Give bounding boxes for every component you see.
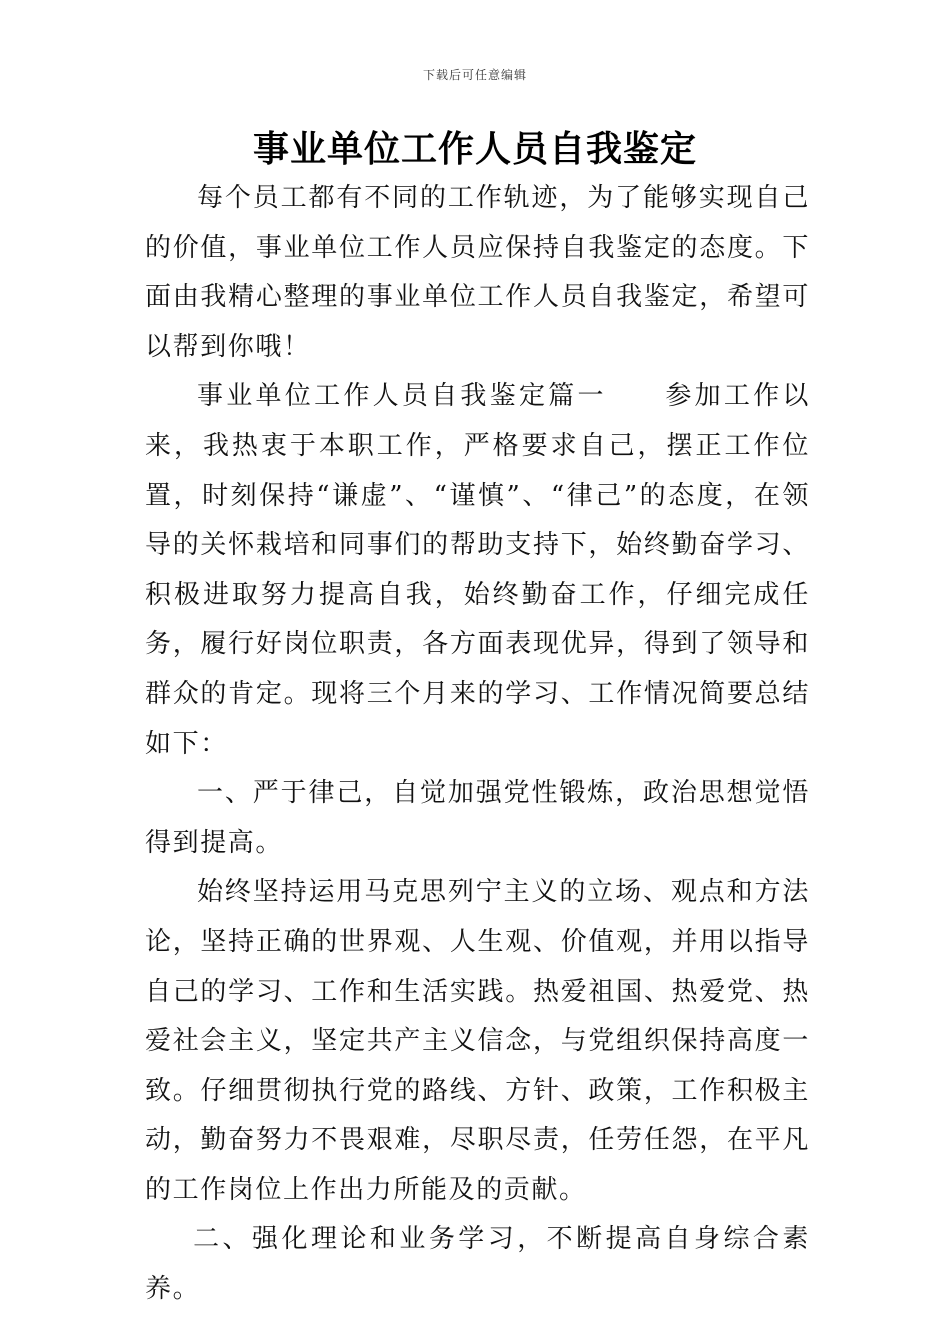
document-body <box>145 174 810 1315</box>
paragraph-section-one-intro: 事业单位工作人员自我鉴定篇一 参加工作以来，我热衷于本职工作，严格要求自己，摆正工作位置，时刻保持“谦虚”、“谨慎”、“律己”的态度，在领导的关怀栽培和同事们的帮助支持下，始终勤奋学习、积极进取努力提高自我，始终勤奋工作，仔细完成任务，履行好岗位职责，各方面表现优异，得到了领导和群众的肯定。现将三个月来的学习、工作情况简要总结如下： <box>145 381 810 759</box>
paragraph-heading-one: 一、严于律己，自觉加强党性锻炼，政治思想觉悟得到提高。 <box>145 778 810 858</box>
paragraph-heading-two: 二、强化理论和业务学习，不断提高自身综合素养。 <box>145 1224 810 1305</box>
header-note: 下载后可任意编辑 <box>422 68 527 82</box>
paragraph-political-thought: 始终坚持运用马克思列宁主义的立场、观点和方法论，坚持正确的世界观、人生观、价值观，并用以指导自己的学习、工作和生活实践。热爱祖国、热爱党、热爱社会主义，坚定共产主义信念，与党组织保持高度一致。仔细贯彻执行党的路线、方针、政策，工作积极主动，勤奋努力不畏艰难，尽职尽责，任劳任怨，在平凡的工作岗位上作出力所能及的贡献。 <box>145 877 810 1205</box>
paragraph-intro: 每个员工都有不同的工作轨迹，为了能够实现自己的价值，事业单位工作人员应保持自我鉴定的态度。下面由我精心整理的事业单位工作人员自我鉴定，希望可以帮到你哦！ <box>145 183 810 362</box>
document-title: 事业单位工作人员自我鉴定 <box>252 129 697 170</box>
